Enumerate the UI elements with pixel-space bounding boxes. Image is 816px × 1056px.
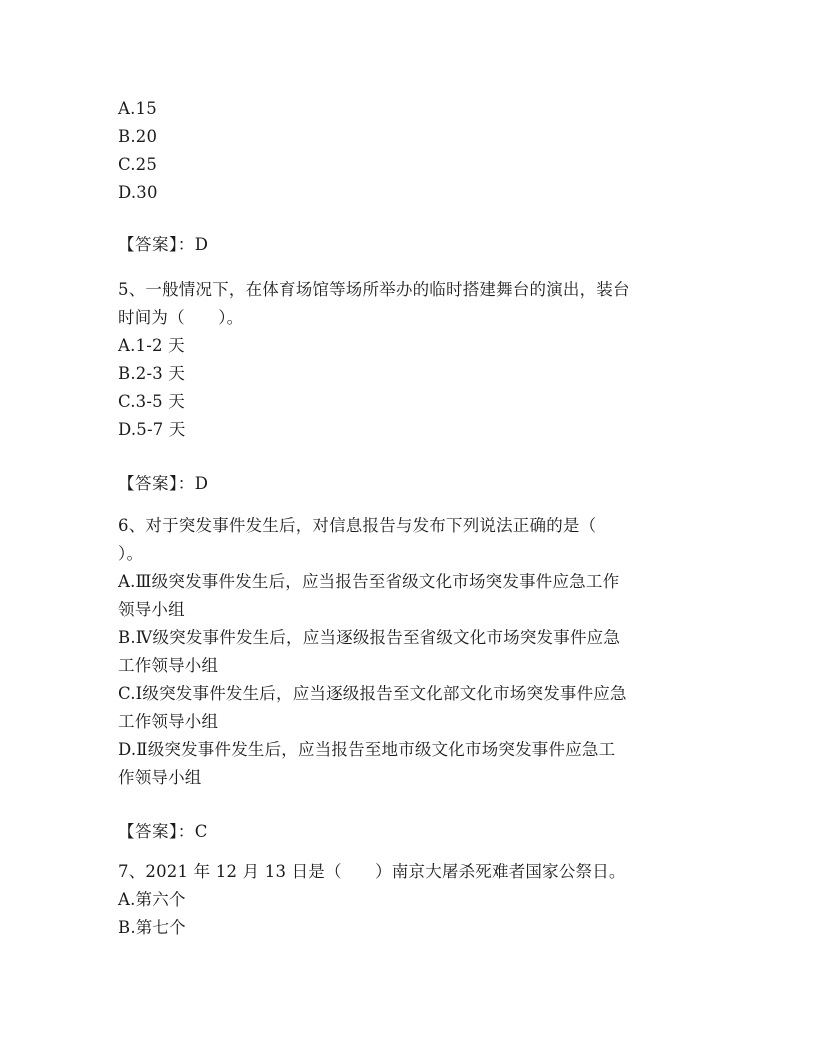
q5-stem-line1: 5、一般情况下，在体育场馆等场所举办的临时搭建舞台的演出，装台 xyxy=(118,280,630,299)
q6-option-c-line2: 工作领导小组 xyxy=(118,712,219,731)
q4-option-a: A.15 xyxy=(118,99,157,118)
q6-option-c-line1: C.Ⅰ级突发事件发生后，应当逐级报告至文化部文化市场突发事件应急 xyxy=(118,684,627,703)
q5-answer: 【答案】：D xyxy=(118,474,209,493)
q6-option-b-line2: 工作领导小组 xyxy=(118,656,219,675)
q7-option-a: A.第六个 xyxy=(118,890,186,909)
q4-option-c: C.25 xyxy=(118,155,158,174)
q5-option-d: D.5-7 天 xyxy=(118,420,186,439)
q4-answer: 【答案】：D xyxy=(118,235,209,254)
q4-option-b: B.20 xyxy=(118,127,158,146)
q6-stem-line1: 6、对于突发事件发生后，对信息报告与发布下列说法正确的是（ xyxy=(118,516,597,535)
q6-option-b-line1: B.Ⅳ级突发事件发生后，应当逐级报告至省级文化市场突发事件应急 xyxy=(118,628,621,647)
q5-option-b: B.2-3 天 xyxy=(118,364,186,383)
q4-option-d: D.30 xyxy=(118,183,158,202)
q6-option-a-line2: 领导小组 xyxy=(118,600,185,619)
q7-option-b: B.第七个 xyxy=(118,918,186,937)
q6-option-d-line2: 作领导小组 xyxy=(118,768,202,787)
q6-stem-line2: ）。 xyxy=(118,544,144,563)
q6-option-a-line1: A.Ⅲ级突发事件发生后，应当报告至省级文化市场突发事件应急工作 xyxy=(118,572,620,591)
q7-stem: 7、2021 年 12 月 13 日是（ ）南京大屠杀死难者国家公祭日。 xyxy=(118,862,626,881)
q6-answer: 【答案】：C xyxy=(118,822,208,841)
q5-option-c: C.3-5 天 xyxy=(118,392,185,411)
q5-stem-line2: 时间为（ ）。 xyxy=(118,308,244,327)
q5-option-a: A.1-2 天 xyxy=(118,336,185,355)
q6-option-d-line1: D.Ⅱ级突发事件发生后，应当报告至地市级文化市场突发事件应急工 xyxy=(118,740,616,759)
